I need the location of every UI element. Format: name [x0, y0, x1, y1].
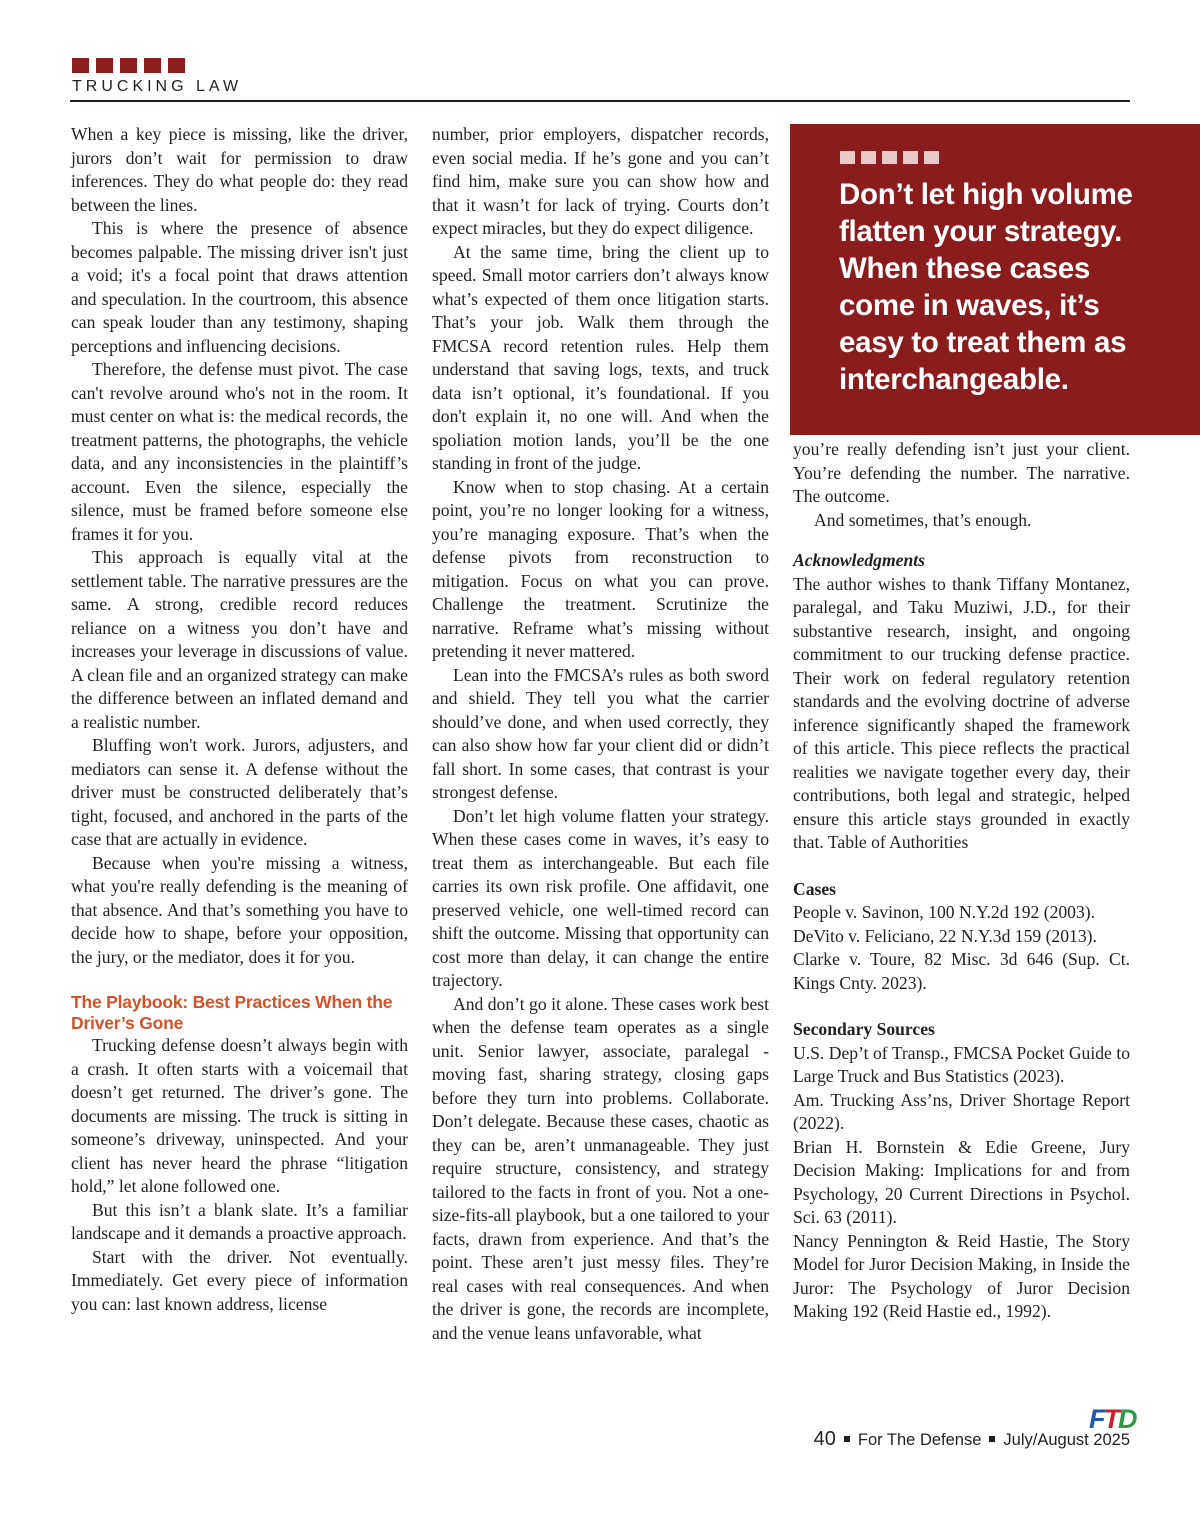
marker-square — [168, 58, 185, 73]
page-number: 40 — [813, 1428, 836, 1450]
logo-letter: D — [1118, 1404, 1136, 1434]
article-column-3 — [793, 438, 1130, 1324]
marker-square — [903, 151, 918, 164]
paragraph: When a key piece is missing, like the driver, jurors don’t wait for permission to draw inferences. They do what people do: they read between the lines. — [71, 124, 408, 215]
secondary-citation: Am. Trucking Ass’ns, Driver Shortage Report (2022). — [793, 1089, 1130, 1133]
marker-square — [924, 151, 939, 164]
marker-square — [120, 58, 137, 73]
section-marker-squares — [72, 58, 185, 73]
publication-name: For The Defense — [857, 1431, 982, 1449]
pull-quote-marker-squares — [840, 151, 939, 164]
secondary-citation: Nancy Pennington & Reid Hastie, The Story Model for Juror Decision Making, in Inside the Juror: The Psychology of Juror Decision Making 192 (Reid Hastie ed., 1992). — [793, 1230, 1130, 1321]
article-column-1 — [71, 123, 408, 1316]
paragraph: Lean into the FMCSA’s rules as both sword and shield. They tell you what the carrier should’ve done, and when used correctly, they can also show how far your client did or didn’t fall short. In some cases, that contrast is your strongest defense. — [432, 664, 769, 802]
cases-heading: Cases — [793, 878, 837, 899]
paragraph: This approach is equally vital at the settlement table. The narrative pressures are the same. A strong, credible record reduces reliance on a witness you don’t have and increases your leverage in discussions of value. A clean file and an organized strategy can make the difference between an inflated demand and a realistic number. — [71, 547, 408, 732]
marker-square — [144, 58, 161, 73]
paragraph: Therefore, the defense must pivot. The case can't revolve around who's not in the room. It must center on what is: the medical records, the treatment patterns, the photographs, the vehicle data, and any inconsistencies in the plaintiff’s account. Even the silence, especially the silence, must be framed before someone else frames it for you. — [71, 359, 408, 544]
paragraph: This is where the presence of absence becomes palpable. The missing driver isn't just a void; it's a focal point that draws attention and speculation. In the courtroom, this absence can speak louder than any testimony, shaping perceptions and influencing decisions. — [71, 218, 408, 356]
pull-quote-text: Don’t let high volume flatten your strategy. When these cases come in waves, it’s easy to treat them as interchangeable. — [839, 178, 1133, 396]
marker-square — [840, 151, 855, 164]
marker-square — [96, 58, 113, 73]
paragraph: Know when to stop chasing. At a certain point, you’re no longer looking for a witness, you’re managing exposure. That’s when the defense pivots from reconstruction to mitigation. Focus on what you can prove. Challenge the treatment. Scrutinize the narrative. Reframe what’s missing without pretending it never mattered. — [432, 476, 769, 661]
secondary-sources-heading: Secondary Sources — [793, 1019, 935, 1039]
article-column-2 — [432, 123, 769, 1345]
section-subheading: The Playbook: Best Practices When the Driver’s Gone — [71, 992, 393, 1033]
paragraph: Start with the driver. Not eventually. Immediately. Get every piece of information you can: last known address, license — [71, 1246, 408, 1314]
logo-letter: T — [1103, 1404, 1118, 1434]
page-footer — [814, 1428, 1130, 1451]
secondary-citation: Brian H. Bornstein & Edie Greene, Jury Decision Making: Implications for and from Psychology, 20 Current Directions in Psychol. Sci. 63 (2011). — [793, 1136, 1130, 1227]
paragraph: Bluffing won't work. Jurors, adjusters, and mediators can sense it. A defense without the driver must be constructed deliberately that’s tight, focused, and anchored in the parts of the case that are actually in evidence. — [71, 735, 408, 849]
case-citation: People v. Savinon, 100 N.Y.2d 192 (2003). — [793, 902, 1096, 922]
paragraph: And don’t go it alone. These cases work best when the defense team operates as a single unit. Senior lawyer, associate, paralegal - moving fast, sharing strategy, closing gaps before they turn into problems. Collaborate. Don’t delegate. Because these cases, chaotic as they can be, aren’t unmanageable. They just require structure, consistency, and strategy tailored to the facts in front of you. Not a one-size-fits-all playbook, but a one tailored to your facts, drawn from experience. And that’s the point. These aren’t just messy files. They’re real cases with real consequences. And when the driver is gone, the records are incomplete, and the venue leans unfavorable, what — [432, 993, 769, 1343]
logo-letter: F — [1089, 1404, 1104, 1434]
paragraph: And sometimes, that’s enough. — [814, 509, 1032, 530]
paragraph: number, prior employers, dispatcher records, even social media. If he’s gone and you can’t find him, make sure you can show how and that it wasn’t for lack of trying. Courts don’t expect miracles, but they do expect diligence. — [432, 124, 769, 238]
acknowledgments-text: The author wishes to thank Tiffany Montanez, paralegal, and Taku Muziwi, J.D., for their substantive research, insight, and ongoing commitment to our trucking defense practice. Their work on federal regulatory retention standards and the evolving doctrine of adverse inference significantly shaped the framework of this article. This piece reflects the practical realities we navigate together every day, their contributions, both legal and strategic, helped ensure this article stays grounded in exactly that. Table of Authorities — [793, 573, 1130, 852]
marker-square — [861, 151, 876, 164]
bullet-separator — [844, 1436, 850, 1442]
pull-quote-box — [790, 124, 1200, 435]
bullet-separator — [989, 1436, 995, 1442]
secondary-citation: U.S. Dep’t of Transp., FMCSA Pocket Guide to Large Truck and Bus Statistics (2023). — [793, 1042, 1130, 1086]
paragraph: Because when you're missing a witness, what you're really defending is the meaning of that absence. And that’s something you have to decide how to shape, before your opposition, the jury, or the mediator, does it for you. — [71, 852, 408, 967]
paragraph: At the same time, bring the client up to speed. Small motor carriers don’t always know what’s expected of them once litigation starts. That’s your job. Walk them through the FMCSA record retention rules. Help them understand that saving logs, texts, and truck data isn’t optional, it’s foundational. If you don't explain it, no one will. And when the spoliation motion lands, you’ll be the one standing in front of the judge. — [432, 241, 769, 473]
case-citation: Clarke v. Toure, 82 Misc. 3d 646 (Sup. Ct. Kings Cnty. 2023). — [793, 949, 1130, 993]
header-rule — [70, 100, 1130, 102]
paragraph: Trucking defense doesn’t always begin with a crash. It often starts with a voicemail that doesn’t get returned. The driver’s gone. The documents are missing. The truck is sitting in someone’s driveway, uninspected. And your client has never heard the phrase “litigation hold,” let alone followed one. — [71, 1035, 408, 1196]
section-label: TRUCKING LAW — [72, 78, 243, 95]
paragraph: Don’t let high volume flatten your strategy. When these cases come in waves, it’s easy to treat them as interchangeable. But each file carries its own risk profile. One affidavit, one preserved vehicle, one well-timed record can shift the outcome. Missing that opportunity can cost more than delay, it can change the entire trajectory. — [432, 805, 769, 990]
marker-square — [882, 151, 897, 164]
acknowledgments-heading: Acknowledgments — [793, 550, 925, 570]
paragraph: But this isn’t a blank slate. It’s a familiar landscape and it demands a proactive approach. — [71, 1199, 408, 1243]
case-citation: DeVito v. Feliciano, 22 N.Y.3d 159 (2013). — [793, 925, 1097, 946]
marker-square — [72, 58, 89, 73]
issue-date: July/August 2025 — [1003, 1431, 1130, 1449]
paragraph: you’re really defending isn’t just your client. You’re defending the number. The narrative. The outcome. — [793, 439, 1130, 506]
